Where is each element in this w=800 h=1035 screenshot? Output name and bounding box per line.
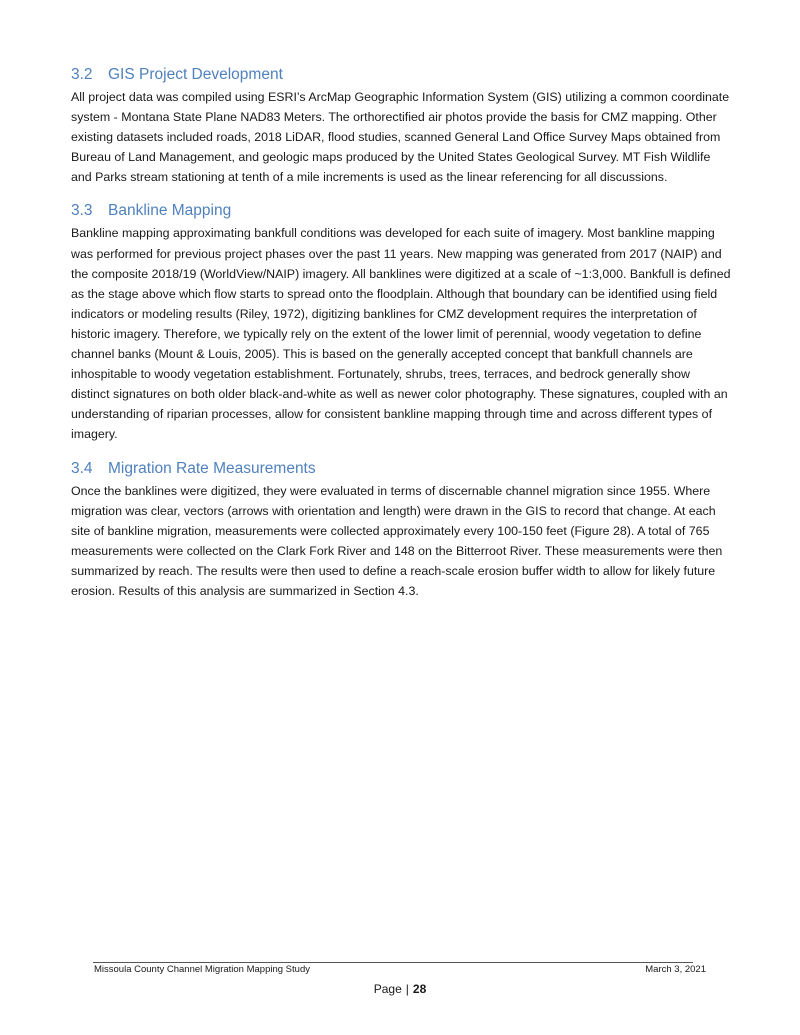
- document-body: [71, 65, 731, 615]
- section-paragraph: Bankline mapping approximating bankfull conditions was developed for each suite of imagery. Most bankline mapping was performed for previous project phases over the past 11 years. New mapping was generated from 2017 (NAIP) and the composite 2018/19 (WorldView/NAIP) imagery. All banklines were digitized at a scale of ~1:3,000. Bankfull is defined as the stage above which flow starts to spread onto the floodplain. Although that boundary can be identified using field indicators or modeling results (Riley, 1972), digitizing banklines for CMZ development requires the interpretation of historic imagery. Therefore, we typically rely on the extent of the lower limit of perennial, woody vegetation to define channel banks (Mount & Louis, 2005). This is based on the generally accepted concept that bankfull channels are inhospitable to woody vegetation establishment. Fortunately, shrubs, trees, terraces, and bedrock generally show distinct signatures on both older black-and-white as well as newer color photography. These signatures, coupled with an understanding of riparian processes, allow for consistent bankline mapping through time and across different types of imagery.: [71, 226, 731, 442]
- section-heading: [71, 201, 731, 221]
- page-number-value: 28: [412, 982, 427, 996]
- section-heading: [71, 459, 731, 479]
- section-paragraph: All project data was compiled using ESRI’s ArcMap Geographic Information System (GIS) utilizing a common coordinate system - Montana State Plane NAD83 Meters. The orthorectified air photos provide the basis for CMZ mapping. Other existing datasets included roads, 2018 LiDAR, flood studies, scanned General Land Office Survey Maps obtained from Bureau of Land Management, and geologic maps produced by the United States Geological Survey. MT Fish Wildlife and Parks stream stationing at tenth of a mile increments is used as the linear referencing for all discussions.: [71, 90, 730, 185]
- page-separator: |: [405, 982, 409, 996]
- section-title: GIS Project Development: [108, 66, 283, 83]
- section-migration-rate-measurements: [71, 459, 731, 602]
- section-number: 3.2: [71, 66, 93, 83]
- footer-date: March 3, 2021: [645, 964, 706, 975]
- section-number: 3.3: [71, 202, 93, 220]
- section-gis-project-development: [71, 65, 731, 187]
- section-title: Migration Rate Measurements: [108, 459, 316, 477]
- section-title: Bankline Mapping: [108, 202, 232, 220]
- section-bankline-mapping: [71, 201, 731, 444]
- footer-divider: [93, 962, 693, 963]
- section-number: 3.4: [71, 459, 93, 477]
- section-heading: [71, 65, 731, 85]
- section-paragraph: Once the banklines were digitized, they were evaluated in terms of discernable channel migration since 1955. Where migration was clear, vectors (arrows with orientation and length) were drawn in the GIS to record that change. At each site of bankline migration, measurements were collected approximately every 100-150 feet (Figure 28). A total of 765 measurements were collected on the Clark Fork River and 148 on the Bitterroot River. These measurements were then summarized by reach. The results were then used to define a reach-scale erosion buffer width to allow for likely future erosion. Results of this analysis are summarized in Section 4.3.: [71, 483, 723, 598]
- footer-document-title: Missoula County Channel Migration Mapping Study: [94, 964, 310, 975]
- page-label: Page: [373, 982, 402, 996]
- page-number: [0, 981, 800, 997]
